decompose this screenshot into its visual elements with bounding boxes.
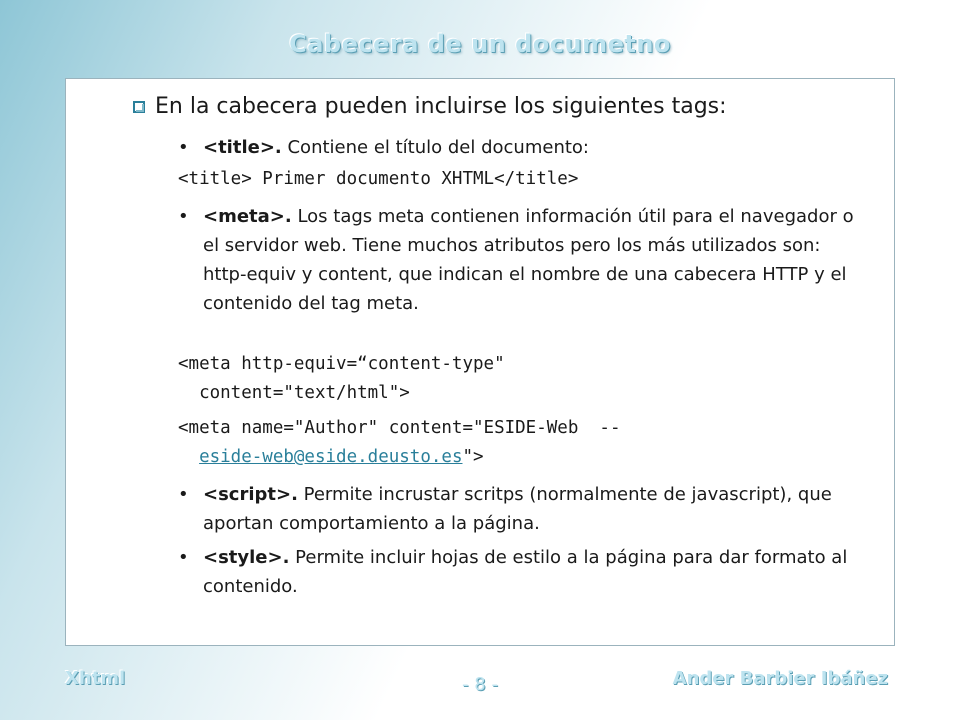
code-indent bbox=[178, 447, 199, 467]
item-text: Permite incrustar scritps (normalmente de javascript), que aportan comportamiento a la página. bbox=[203, 484, 832, 534]
footer-left: Xhtml bbox=[65, 668, 126, 689]
checkbox-bullet-icon bbox=[133, 101, 145, 113]
list-item-script bbox=[178, 480, 868, 538]
tag-name: <title>. bbox=[203, 137, 282, 158]
code-meta-example-2-line-2 bbox=[178, 443, 484, 472]
tag-name: <meta>. bbox=[203, 206, 292, 227]
code-meta-example-1-line-2: content="text/html"> bbox=[178, 383, 410, 403]
bullet-icon: • bbox=[178, 484, 189, 505]
main-heading-text: En la cabecera pueden incluirse los siguientes tags: bbox=[155, 94, 727, 119]
bullet-icon: • bbox=[178, 137, 189, 158]
list-item-style bbox=[178, 543, 848, 601]
code-meta-example-2-line-1: <meta name="Author" content="ESIDE-Web -- bbox=[178, 418, 621, 438]
list-item-meta bbox=[178, 202, 868, 318]
code-title-example: <title> Primer documento XHTML</title> bbox=[178, 169, 579, 189]
item-text: Los tags meta contienen información útil para el navegador o el servidor web. Tiene muchos atributos pero los más utilizados son: http-equiv y content, que indican el nombre de una cabecera HTTP y el contenido del tag meta. bbox=[203, 206, 854, 314]
author-email-link[interactable]: eside-web@eside.deusto.es bbox=[199, 447, 463, 467]
bullet-icon: • bbox=[178, 206, 189, 227]
slide-title: Cabecera de un documetno bbox=[289, 30, 671, 58]
code-meta-example-1-line-1: <meta http-equiv=“content-type" bbox=[178, 354, 505, 374]
item-text: Contiene el título del documento: bbox=[281, 137, 589, 158]
item-text: Permite incluir hojas de estilo a la página para dar formato al contenido. bbox=[203, 547, 848, 597]
bullet-icon: • bbox=[178, 547, 189, 568]
main-heading bbox=[133, 94, 873, 119]
footer-author: Ander Barbier Ibáñez bbox=[672, 668, 888, 689]
code-closing: "> bbox=[462, 447, 484, 467]
tag-name: <script>. bbox=[203, 484, 298, 505]
tag-name: <style>. bbox=[203, 547, 290, 568]
list-item-title bbox=[178, 133, 878, 162]
page-number: - 8 - bbox=[462, 674, 498, 695]
